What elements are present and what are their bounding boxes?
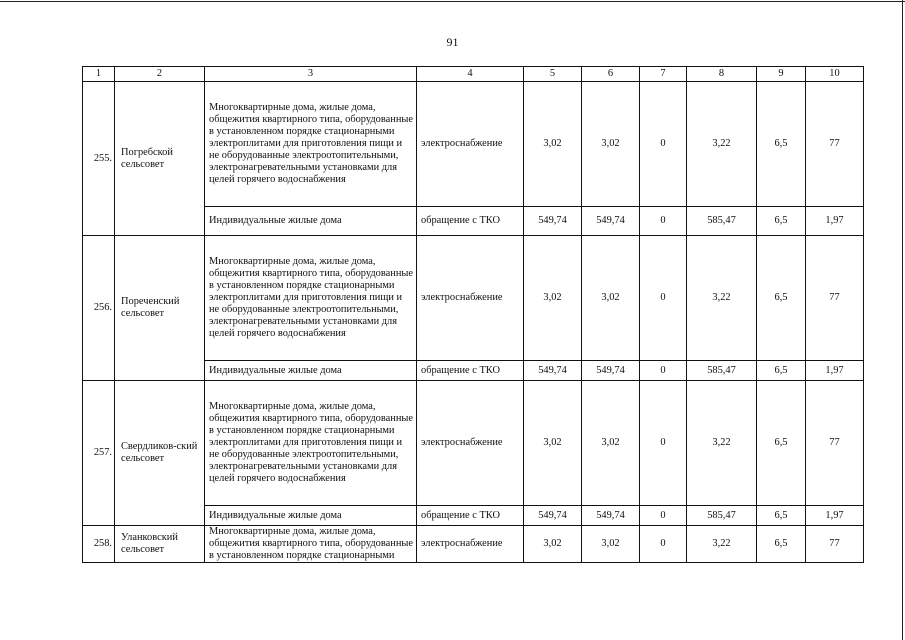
value-cell: 3,22 (687, 381, 757, 506)
header-cell: 7 (640, 67, 687, 82)
value-cell: 549,74 (582, 361, 640, 381)
value-cell: 585,47 (687, 207, 757, 236)
housing-type: Индивидуальные жилые дома (205, 506, 417, 526)
header-cell: 4 (417, 67, 524, 82)
page-frame-top (0, 1, 905, 2)
service-type: обращение с ТКО (417, 207, 524, 236)
value-cell: 77 (806, 526, 864, 563)
row-number: 257. (83, 381, 115, 526)
value-cell: 549,74 (582, 207, 640, 236)
value-cell: 77 (806, 236, 864, 361)
table-row (83, 526, 864, 563)
value-cell: 0 (640, 526, 687, 563)
housing-type: Многоквартирные дома, жилые дома, общежития квартирного типа, оборудованные в установленном порядке стационарными (205, 526, 417, 563)
row-number: 255. (83, 82, 115, 236)
value-cell: 3,22 (687, 236, 757, 361)
settlement-name: Уланковский сельсовет (115, 526, 205, 563)
header-cell: 3 (205, 67, 417, 82)
page-frame-right (902, 0, 903, 640)
table-row (83, 381, 864, 506)
row-number: 258. (83, 526, 115, 563)
value-cell: 6,5 (757, 506, 806, 526)
value-cell: 6,5 (757, 82, 806, 207)
value-cell: 0 (640, 207, 687, 236)
value-cell: 585,47 (687, 361, 757, 381)
value-cell: 3,02 (524, 82, 582, 207)
value-cell: 77 (806, 381, 864, 506)
header-cell: 9 (757, 67, 806, 82)
value-cell: 6,5 (757, 526, 806, 563)
value-cell: 0 (640, 82, 687, 207)
tariff-table (82, 66, 864, 563)
table-row (83, 236, 864, 361)
service-type: электроснабжение (417, 381, 524, 506)
settlement-name: Пореченский сельсовет (115, 236, 205, 381)
value-cell: 1,97 (806, 361, 864, 381)
header-cell: 6 (582, 67, 640, 82)
value-cell: 3,22 (687, 526, 757, 563)
value-cell: 549,74 (524, 207, 582, 236)
table-row (83, 82, 864, 207)
value-cell: 0 (640, 506, 687, 526)
page-number: 91 (446, 35, 459, 49)
value-cell: 3,02 (524, 526, 582, 563)
value-cell: 549,74 (524, 361, 582, 381)
value-cell: 6,5 (757, 361, 806, 381)
value-cell: 3,02 (582, 381, 640, 506)
settlement-name: Свердликов-ский сельсовет (115, 381, 205, 526)
value-cell: 6,5 (757, 207, 806, 236)
row-number: 256. (83, 236, 115, 381)
value-cell: 585,47 (687, 506, 757, 526)
value-cell: 3,22 (687, 82, 757, 207)
service-type: обращение с ТКО (417, 506, 524, 526)
settlement-name: Погребской сельсовет (115, 82, 205, 236)
header-row (83, 67, 864, 82)
header-cell: 5 (524, 67, 582, 82)
value-cell: 3,02 (582, 82, 640, 207)
value-cell: 3,02 (524, 381, 582, 506)
housing-type: Индивидуальные жилые дома (205, 207, 417, 236)
header-cell: 1 (83, 67, 115, 82)
value-cell: 0 (640, 361, 687, 381)
value-cell: 6,5 (757, 381, 806, 506)
value-cell: 1,97 (806, 207, 864, 236)
housing-type: Многоквартирные дома, жилые дома, общежития квартирного типа, оборудованные в установленном порядке стационарными электроплитами для приготовления пищи и не оборудованные электроотопительными, электронагревательными установками для целей горячего водоснабжения (205, 236, 417, 361)
value-cell: 6,5 (757, 236, 806, 361)
header-cell: 8 (687, 67, 757, 82)
value-cell: 1,97 (806, 506, 864, 526)
value-cell: 549,74 (524, 506, 582, 526)
value-cell: 0 (640, 381, 687, 506)
value-cell: 549,74 (582, 506, 640, 526)
header-cell: 10 (806, 67, 864, 82)
value-cell: 77 (806, 82, 864, 207)
value-cell: 3,02 (582, 236, 640, 361)
housing-type: Многоквартирные дома, жилые дома, общежития квартирного типа, оборудованные в установленном порядке стационарными электроплитами для приготовления пищи и не оборудованные электроотопительными, электронагревательными установками для целей горячего водоснабжения (205, 381, 417, 506)
service-type: электроснабжение (417, 236, 524, 361)
value-cell: 0 (640, 236, 687, 361)
housing-type: Многоквартирные дома, жилые дома, общежития квартирного типа, оборудованные в установленном порядке стационарными электроплитами для приготовления пищи и не оборудованные электроотопительными, электронагревательными установками для целей горячего водоснабжения (205, 82, 417, 207)
header-cell: 2 (115, 67, 205, 82)
service-type: электроснабжение (417, 82, 524, 207)
value-cell: 3,02 (524, 236, 582, 361)
value-cell: 3,02 (582, 526, 640, 563)
service-type: электроснабжение (417, 526, 524, 563)
service-type: обращение с ТКО (417, 361, 524, 381)
housing-type: Индивидуальные жилые дома (205, 361, 417, 381)
